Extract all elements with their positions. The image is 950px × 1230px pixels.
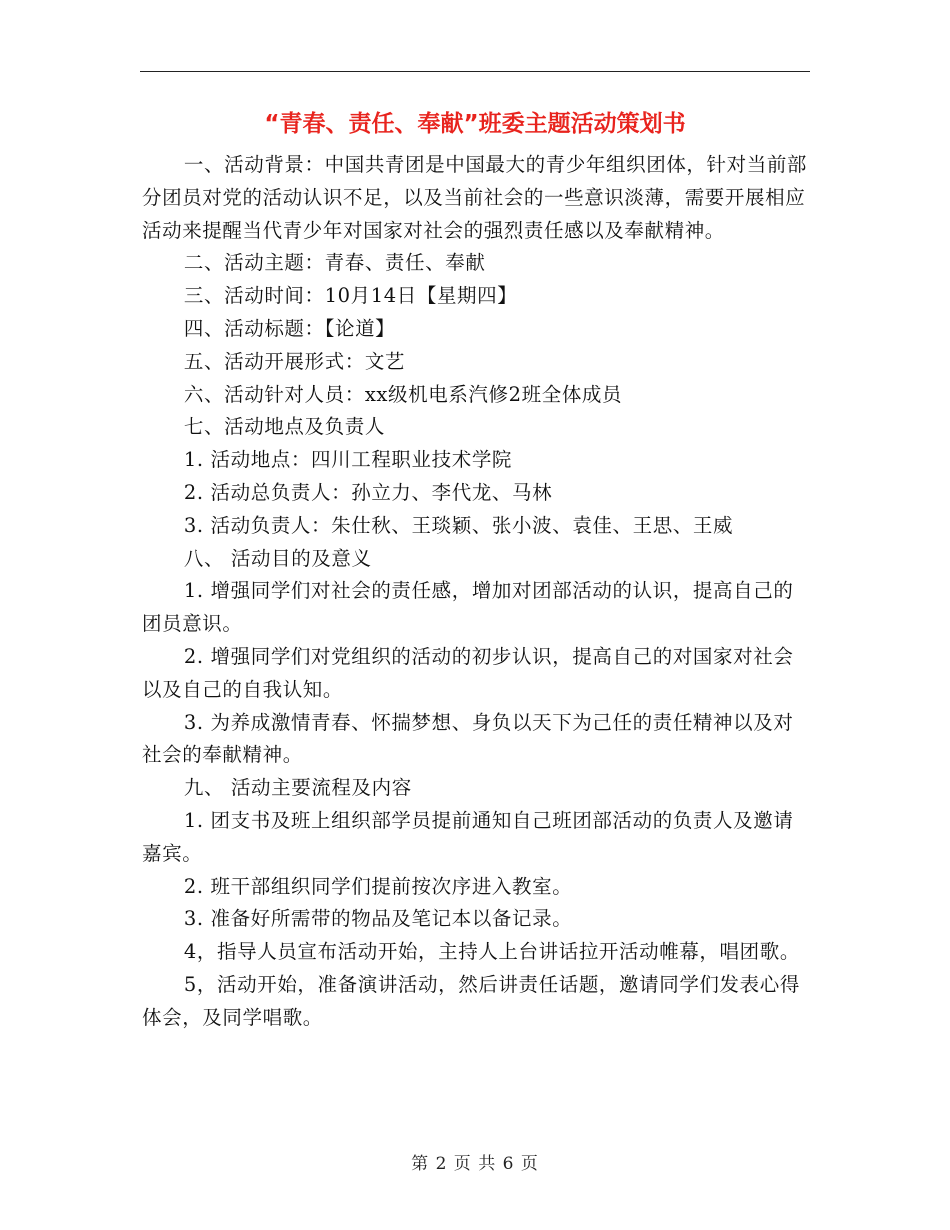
document-title: “青春、责任、奉献”班委主题活动策划书 [264,111,686,137]
list-item-process-1: 1. 团支书及班上组织部学员提前通知自己班团部活动的负责人及邀请嘉宾。 [142,808,794,865]
paragraph-participants: 六、活动针对人员：xx级机电系汽修2班全体成员 [183,382,623,406]
list-item-location: 1. 活动地点：四川工程职业技术学院 [183,448,513,472]
list-item-chief-organizers: 2. 活动总负责人：孙立力、李代龙、马林 [183,480,553,504]
list-item-purpose-2: 2. 增强同学们对党组织的活动的初步认识，提高自己的对国家对社会以及自己的自我认知。 [142,644,794,701]
paragraph-heading: 四、活动标题：【论道】 [183,316,396,340]
paragraph-theme: 二、活动主题：青春、责任、奉献 [183,251,486,275]
paragraph-purpose-section: 八、 活动目的及意义 [183,546,372,570]
document-body [142,149,810,1035]
paragraph-process-section: 九、 活动主要流程及内容 [183,776,412,800]
list-item-process-3: 3. 准备好所需带的物品及笔记本以备记录。 [183,907,573,931]
list-item-organizers: 3. 活动负责人：朱仕秋、王琰颖、张小波、袁佳、王思、王威 [183,513,734,537]
list-item-process-2: 2. 班干部组织同学们提前按次序进入教室。 [183,874,573,898]
list-item-purpose-1: 1. 增强同学们对社会的责任感，增加对团部活动的认识，提高自己的团员意识。 [142,579,794,636]
paragraph-time: 三、活动时间：10月14日【星期四】 [183,284,518,308]
list-item-purpose-3: 3. 为养成激情青春、怀揣梦想、身负以天下为己任的责任精神以及对社会的奉献精神。 [142,710,794,767]
list-item-process-5: 5，活动开始，准备演讲活动，然后讲责任话题，邀请同学们发表心得体会，及同学唱歌。 [142,972,800,1029]
paragraph-background: 一、活动背景：中国共青团是中国最大的青少年组织团体，针对当前部分团员对党的活动认识不足，以及当前社会的一些意识淡薄，需要开展相应活动来提醒当代青少年对国家对社会的强烈责任感以及奉献精神。 [142,153,808,242]
list-item-process-4: 4，指导人员宣布活动开始，主持人上台讲话拉开活动帷幕，唱团歌。 [183,940,800,964]
page-number: 第 2 页 共 6 页 [411,1154,539,1174]
paragraph-format: 五、活动开展形式：文艺 [183,349,406,373]
header-rule [140,71,810,72]
paragraph-location-section: 七、活动地点及负责人 [183,415,385,439]
